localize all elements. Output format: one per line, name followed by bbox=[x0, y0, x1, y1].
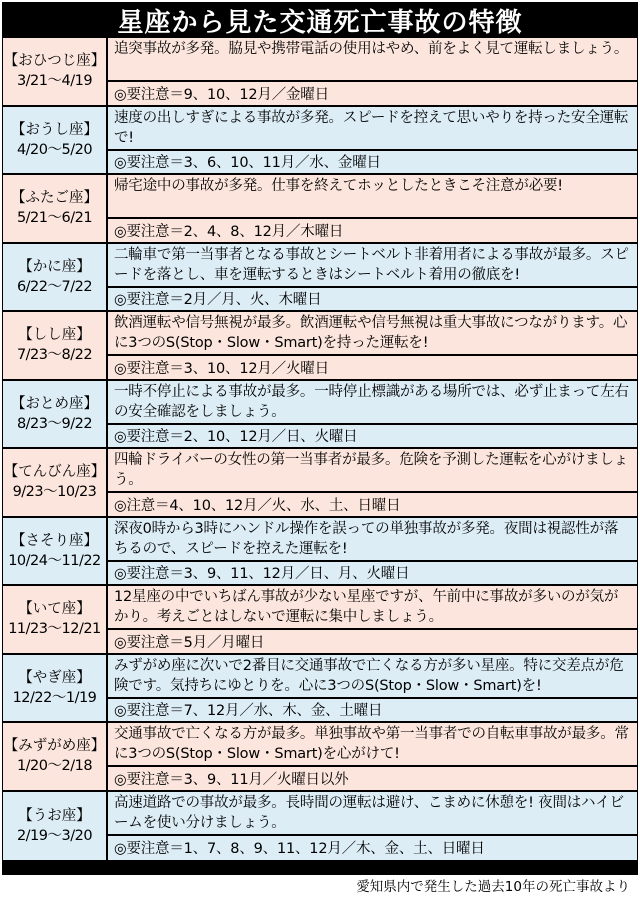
sign-name: 【おひつじ座】 bbox=[3, 53, 106, 70]
sign-content bbox=[108, 244, 637, 311]
sign-content bbox=[108, 312, 637, 379]
sign-row bbox=[3, 655, 637, 724]
sign-name: 【やぎ座】 bbox=[18, 669, 91, 686]
caution-line: ◎要注意＝2、4、8、12月／木曜日 bbox=[114, 223, 344, 240]
caution-line: ◎要注意＝3、9、11、12月／日、月、火曜日 bbox=[114, 566, 410, 583]
sign-dates: 9/23〜10/23 bbox=[12, 484, 97, 501]
source-note: 愛知県内で発生した過去10年の死亡事故より bbox=[356, 879, 630, 895]
sign-content bbox=[108, 723, 637, 790]
sign-dates: 10/24〜11/22 bbox=[8, 552, 101, 569]
caution-line: ◎要注意＝3、9、11月／火曜日以外 bbox=[114, 771, 349, 788]
sign-cell bbox=[3, 107, 108, 174]
caution-line: ◎要注意＝9、10、12月／金曜日 bbox=[114, 86, 329, 103]
caution-line: ◎要注意＝7、12月／水、木、金、土曜日 bbox=[114, 703, 383, 720]
sign-name: 【いて座】 bbox=[18, 601, 91, 618]
sign-description: 一時不停止による事故が最多。一時停止標識がある場所では、必ず止まって左右の安全確認をしましょう。 bbox=[108, 381, 637, 425]
sign-name: 【みずがめ座】 bbox=[3, 738, 106, 755]
caution-line: ◎要注意＝3、6、10、11月／水、金曜日 bbox=[114, 155, 381, 172]
sign-cell bbox=[3, 244, 108, 311]
sign-dates: 4/20〜5/20 bbox=[16, 141, 93, 158]
sign-cell bbox=[3, 792, 108, 861]
sign-content bbox=[108, 518, 637, 585]
sign-name: 【うお座】 bbox=[18, 807, 91, 824]
sign-dates: 8/23〜9/22 bbox=[16, 415, 93, 432]
sign-dates: 5/21〜6/21 bbox=[16, 210, 93, 227]
sign-row bbox=[3, 244, 637, 313]
sign-description: 追突事故が多発。脇見や携帯電話の使用はやめ、前をよく見て運転しましょう。 bbox=[108, 38, 637, 82]
caution-line: ◎要注意＝3、10、12月／火曜日 bbox=[114, 360, 329, 377]
sign-cell bbox=[3, 38, 108, 105]
page-title: 星座から見た交通死亡事故の特徴 bbox=[117, 7, 523, 38]
sign-name: 【しし座】 bbox=[18, 327, 91, 344]
caution-line: ◎要注意＝5月／月曜日 bbox=[114, 634, 265, 651]
sign-description: みずがめ座に次いで2番目に交通事故で亡くなる方が多い星座。特に交差点が危険です。気持ちにゆとりを。心に3つのS(Stop・Slow・Smart)を! bbox=[108, 655, 637, 699]
sign-name: 【てんびん座】 bbox=[3, 464, 106, 481]
sign-content bbox=[108, 107, 637, 174]
sign-cell bbox=[3, 723, 108, 790]
sign-dates: 1/20〜2/18 bbox=[16, 758, 93, 775]
zodiac-table bbox=[2, 2, 638, 875]
sign-content bbox=[108, 38, 637, 105]
sign-row bbox=[3, 792, 637, 861]
caution-line: ◎要注意＝2、10、12月／日、火曜日 bbox=[114, 429, 358, 446]
sign-cell bbox=[3, 312, 108, 379]
sign-cell bbox=[3, 518, 108, 585]
caution-line: ◎要注意＝2月／月、火、木曜日 bbox=[114, 292, 322, 309]
sign-cell bbox=[3, 586, 108, 653]
sign-content bbox=[108, 175, 637, 242]
sign-cell bbox=[3, 175, 108, 242]
sign-description: 交通事故で亡くなる方が最多。単独事故や第一当事者での自転車事故が最多。常に3つのS(Stop・Slow・Smart)を心がけて! bbox=[108, 723, 637, 767]
sign-row bbox=[3, 38, 637, 107]
sign-row bbox=[3, 175, 637, 244]
sign-content bbox=[108, 449, 637, 516]
sign-name: 【おうし座】 bbox=[11, 121, 98, 138]
sign-row bbox=[3, 381, 637, 450]
sign-cell bbox=[3, 655, 108, 722]
sign-row bbox=[3, 518, 637, 587]
sign-description: 飲酒運転や信号無視が最多。飲酒運転や信号無視は重大事故につながります。心に3つのS(Stop・Slow・Smart)を持った運転を! bbox=[108, 312, 637, 356]
sign-row bbox=[3, 312, 637, 381]
sign-cell bbox=[3, 381, 108, 448]
caution-line: ◎注意＝4、10、12月／火、水、土、日曜日 bbox=[114, 497, 401, 514]
sign-dates: 12/22〜1/19 bbox=[12, 689, 97, 706]
sign-row bbox=[3, 449, 637, 518]
sign-dates: 7/23〜8/22 bbox=[16, 347, 93, 364]
sign-name: 【かに座】 bbox=[18, 258, 91, 275]
sign-description: 二輪車で第一当事者となる事故とシートベルト非着用者による事故が最多。スピードを落とし、車を運転するときはシートベルト着用の徹底を! bbox=[108, 244, 637, 288]
sign-dates: 11/23〜12/21 bbox=[8, 621, 101, 638]
sign-description: 深夜0時から3時にハンドル操作を誤っての単独事故が多発。夜間は視認性が落ちるので、スピードを控えた運転を! bbox=[108, 518, 637, 562]
sign-description: 四輪ドライバーの女性の第一当事者が最多。危険を予測した運転を心がけましょう。 bbox=[108, 449, 637, 493]
sign-content bbox=[108, 792, 637, 861]
sign-dates: 2/19〜3/20 bbox=[16, 827, 93, 844]
sign-row bbox=[3, 586, 637, 655]
sign-name: 【ふたご座】 bbox=[11, 190, 98, 207]
sign-description: 高速道路での事故が最多。長時間の運転は避け、こまめに休憩を! 夜間はハイビームを使い分けましょう。 bbox=[108, 792, 637, 836]
sign-dates: 3/21〜4/19 bbox=[16, 73, 93, 90]
sign-cell bbox=[3, 449, 108, 516]
sign-rows bbox=[3, 38, 637, 860]
sign-row bbox=[3, 723, 637, 792]
sign-name: 【おとめ座】 bbox=[11, 395, 98, 412]
caution-line: ◎要注意＝1、7、8、9、11、12月／木、金、土、日曜日 bbox=[114, 841, 485, 858]
sign-description: 速度の出しすぎによる事故が多発。スピードを控えて思いやりを持った安全運転で! bbox=[108, 107, 637, 151]
sign-content bbox=[108, 655, 637, 722]
sign-content bbox=[108, 586, 637, 653]
sign-description: 帰宅途中の事故が多発。仕事を終えてホッとしたときこそ注意が必要! bbox=[108, 175, 637, 219]
sign-description: 12星座の中でいちばん事故が少ない星座ですが、午前中に事故が多いのが気がかり。考えごとはしないで運転に集中しましょう。 bbox=[108, 586, 637, 630]
sign-content bbox=[108, 381, 637, 448]
sign-name: 【さそり座】 bbox=[11, 532, 98, 549]
sign-row bbox=[3, 107, 637, 176]
sign-dates: 6/22〜7/22 bbox=[16, 278, 93, 295]
